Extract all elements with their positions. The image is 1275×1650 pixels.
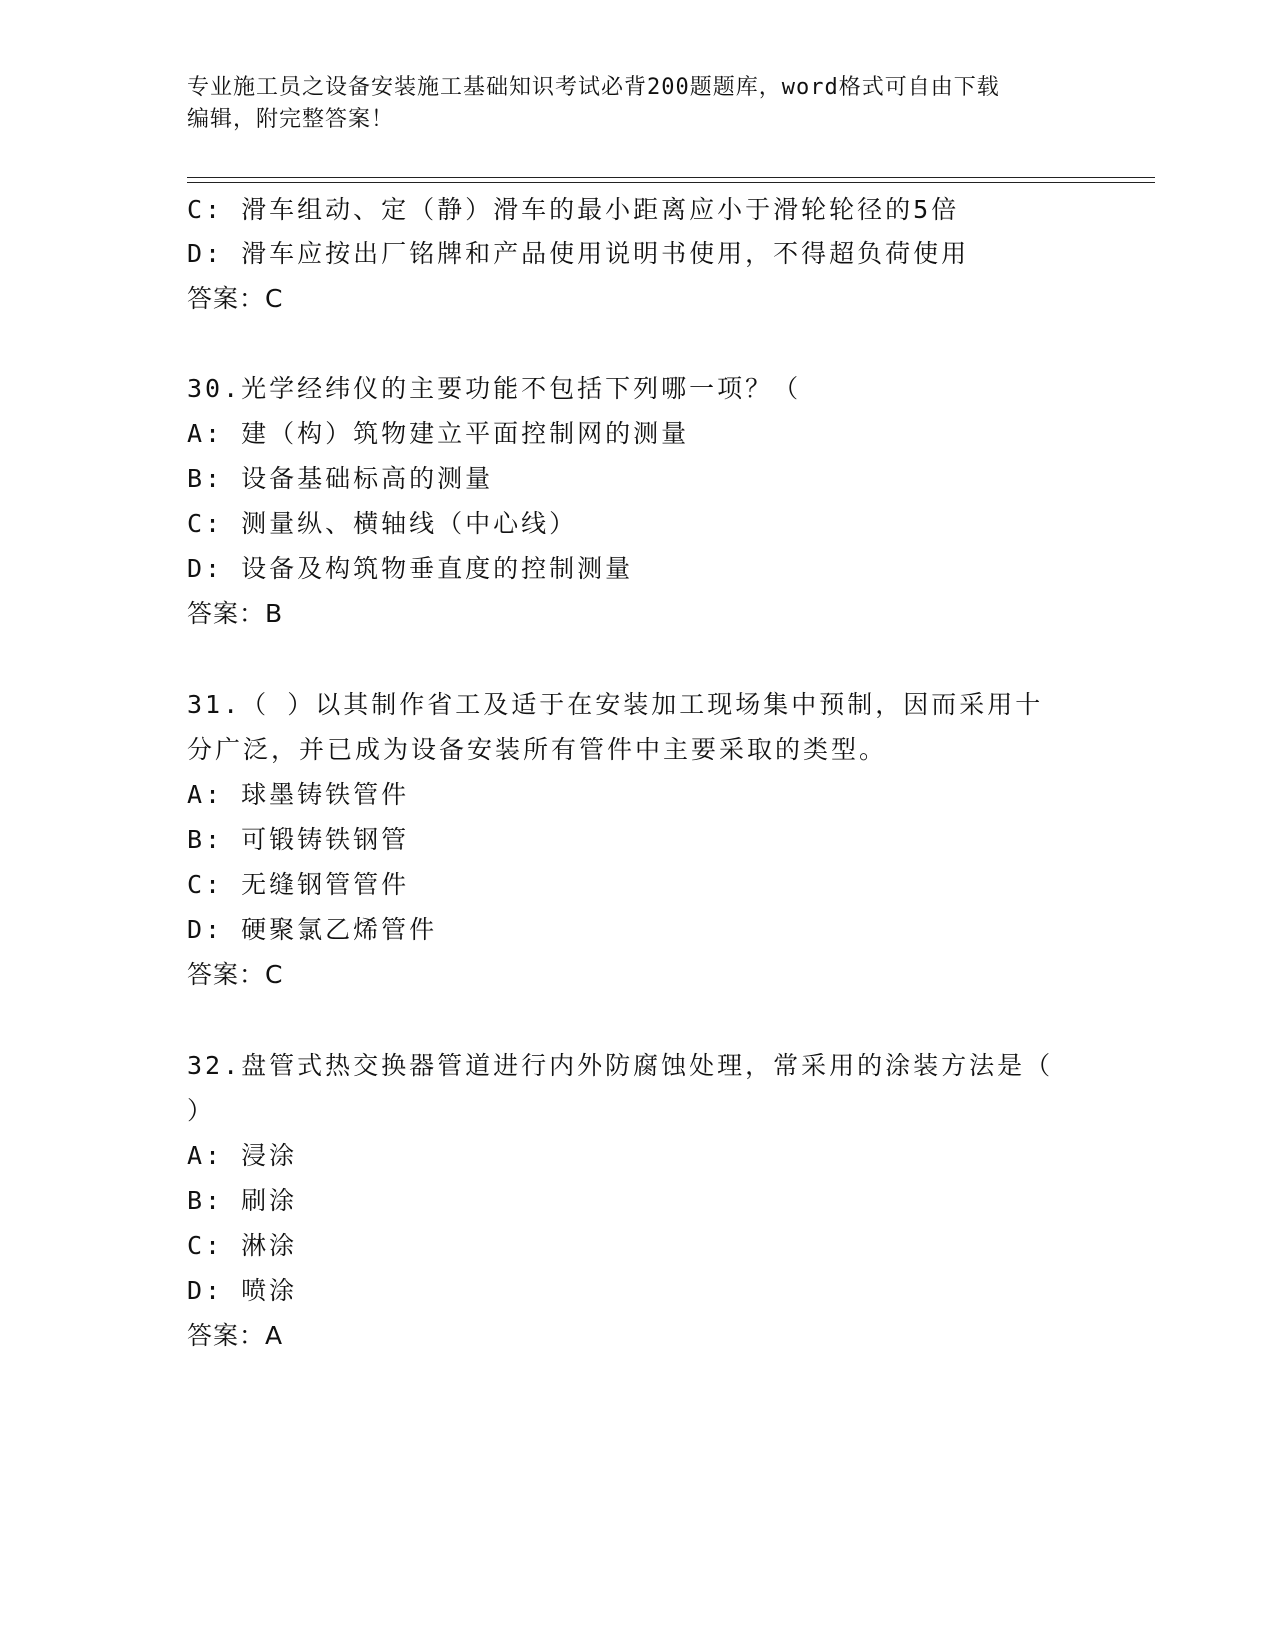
q30-option-d: D: 设备及构筑物垂直度的控制测量 [187,554,634,583]
q32-stem-line-1: 32.盘管式热交换器管道进行内外防腐蚀处理，常采用的涂装方法是（ [187,1051,1054,1080]
q29-option-c: C: 滑车组动、定（静）滑车的最小距离应小于滑轮轮径的5倍 [187,195,960,224]
header-divider-top [187,177,1155,178]
q32-option-b: B: 刷涂 [187,1186,298,1215]
q30-option-c: C: 测量纵、横轴线（中心线） [187,509,578,538]
q32-option-d: D: 喷涂 [187,1276,298,1305]
q31-option-d: D: 硬聚氯乙烯管件 [187,915,438,944]
q29-answer: 答案：C [187,284,284,313]
q31-option-a: A: 球墨铸铁管件 [187,780,410,809]
q31-stem-line-1: 31.（ ）以其制作省工及适于在安装加工现场集中预制，因而采用十 [187,690,1044,719]
q30-option-a: A: 建（构）筑物建立平面控制网的测量 [187,419,690,448]
q32-answer: 答案：A [187,1321,284,1350]
header-title-line-2: 编辑，附完整答案！ [187,107,395,132]
q32-option-c: C: 淋涂 [187,1231,298,1260]
q32-option-a: A: 浸涂 [187,1141,298,1170]
header-divider-bottom [187,182,1155,183]
q31-option-b: B: 可锻铸铁钢管 [187,825,410,854]
header-title-line-1: 专业施工员之设备安装施工基础知识考试必背200题题库，word格式可自由下载 [187,75,1000,100]
q30-stem: 30.光学经纬仪的主要功能不包括下列哪一项？（ [187,374,802,403]
document-header [187,72,1067,136]
q29-option-d: D: 滑车应按出厂铭牌和产品使用说明书使用，不得超负荷使用 [187,239,970,268]
q31-answer: 答案：C [187,960,284,989]
q31-option-c: C: 无缝钢管管件 [187,870,410,899]
q30-answer: 答案：B [187,599,284,628]
q31-stem-line-2: 分广泛，并已成为设备安装所有管件中主要采取的类型。 [187,735,888,764]
q30-option-b: B: 设备基础标高的测量 [187,464,494,493]
q32-stem-line-2: ） [187,1096,216,1125]
